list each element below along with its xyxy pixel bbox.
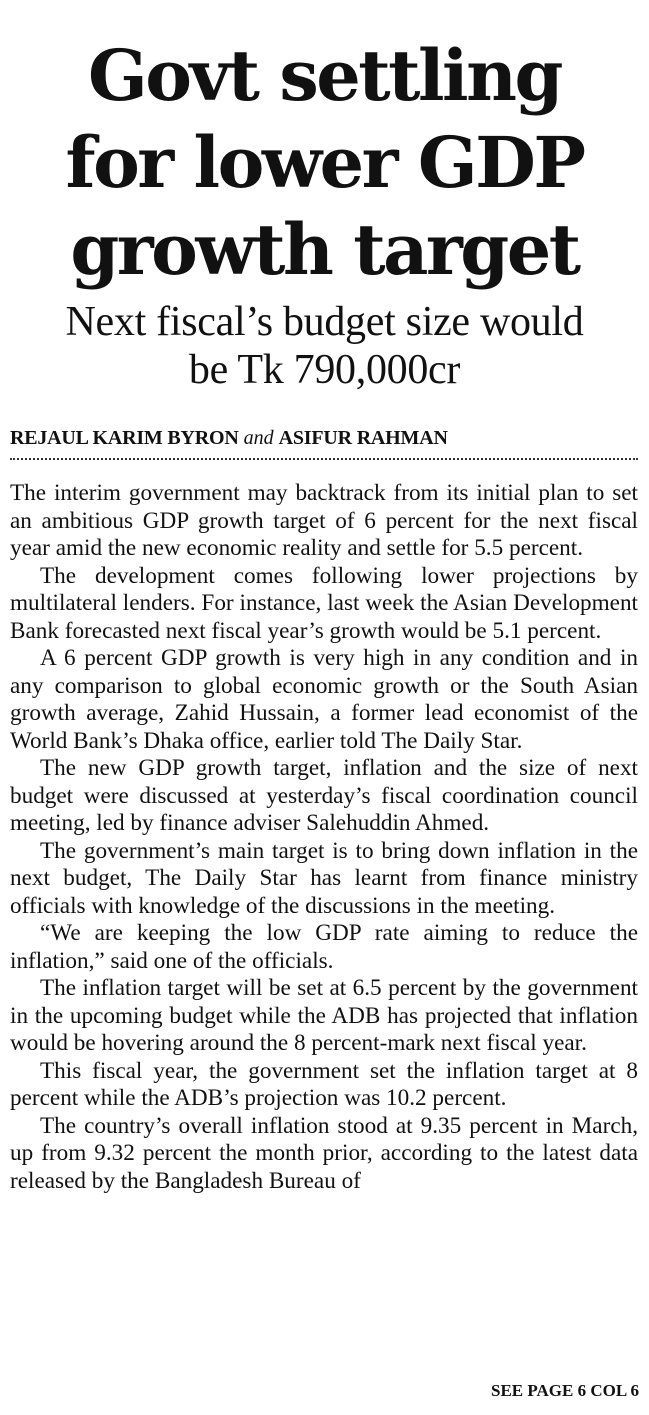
headline-line: for lower GDP: [65, 121, 584, 204]
headline-line: growth target: [70, 208, 579, 291]
body-paragraph: The new GDP growth target, inflation and the size of next budget were discussed at yesterday’s fiscal coordination council meeting, led by finance adviser Salehuddin Ahmed.: [10, 755, 638, 836]
body-paragraph: The country’s overall inflation stood at 9.35 percent in March, up from 9.32 percent the month prior, according to the latest data released by the Bangladesh Bureau of: [10, 1112, 638, 1194]
headline: [0, 32, 649, 293]
author-name: REJAUL KARIM BYRON: [10, 427, 239, 449]
article-body: [10, 480, 638, 1195]
byline-joiner: and: [243, 427, 274, 449]
subheadline-line: be Tk 790,000cr: [188, 347, 461, 393]
author-name: ASIFUR RAHMAN: [278, 427, 448, 449]
body-paragraph: A 6 percent GDP growth is very high in any condition and in any comparison to global economic growth or the South Asian growth average, Zahid Hussain, a former lead economist of the World Bank’s Dhaka office, earlier told The Daily Star.: [10, 645, 638, 754]
body-paragraph: The interim government may backtrack from its initial plan to set an ambitious GDP growth target of 6 percent for the next fiscal year amid the new economic reality and settle for 5.5 percent.: [10, 480, 638, 561]
dotted-divider: [10, 458, 638, 460]
headline-line: Govt settling: [88, 34, 561, 117]
body-paragraph: The development comes following lower projections by multilateral lenders. For instance, last week the Asian Development Bank forecasted next fiscal year’s growth would be 5.1 percent.: [10, 562, 638, 644]
subheadline: [0, 298, 649, 394]
continuation-note: SEE PAGE 6 COL 6: [491, 1381, 639, 1400]
body-paragraph: “We are keeping the low GDP rate aiming to reduce the inflation,” said one of the officials.: [10, 920, 638, 974]
body-paragraph: The government’s main target is to bring down inflation in the next budget, The Daily Star has learnt from finance ministry officials with knowledge of the discussions in the meeting.: [10, 837, 638, 919]
subheadline-line: Next fiscal’s budget size would: [65, 299, 584, 345]
body-paragraph: The inflation target will be set at 6.5 percent by the government in the upcoming budget while the ADB has projected that inflation would be hovering around the 8 percent-mark next fiscal year.: [10, 975, 638, 1056]
byline: [10, 425, 640, 451]
body-paragraph: This fiscal year, the government set the inflation target at 8 percent while the ADB’s projection was 10.2 percent.: [10, 1057, 638, 1111]
